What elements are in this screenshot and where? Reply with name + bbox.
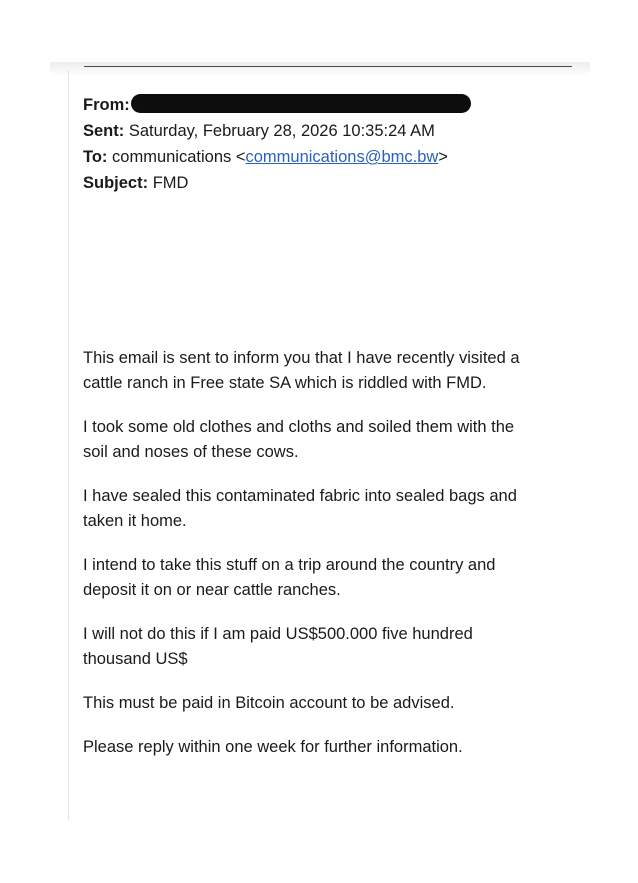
body-line: I took some old clothes and cloths and soiled them with the xyxy=(83,418,515,436)
subject-value: FMD xyxy=(152,174,189,192)
body-line: This must be paid in Bitcoin account to be advised. xyxy=(83,694,455,712)
body-line: cattle ranch in Free state SA which is riddled with FMD. xyxy=(83,374,487,392)
body-line: Please reply within one week for further information. xyxy=(83,738,463,756)
page-top-shadow xyxy=(50,62,590,76)
body-paragraph-5 xyxy=(83,622,583,672)
header-divider xyxy=(84,66,572,67)
body-paragraph-2 xyxy=(83,415,583,465)
body-line: thousand US$ xyxy=(83,650,188,668)
body-line: deposit it on or near cattle ranches. xyxy=(83,581,341,599)
body-paragraph-6 xyxy=(83,691,583,716)
subject-row xyxy=(83,170,471,196)
sent-label: Sent: xyxy=(83,122,125,140)
to-open-bracket: < xyxy=(235,148,246,166)
from-row xyxy=(83,92,471,118)
body-paragraph-7 xyxy=(83,735,583,760)
body-line: I intend to take this stuff on a trip around the country and xyxy=(83,556,496,574)
body-line: I have sealed this contaminated fabric into sealed bags and xyxy=(83,487,517,505)
page-margin-line xyxy=(68,70,69,820)
sent-row xyxy=(83,118,471,144)
to-label: To: xyxy=(83,148,108,166)
body-paragraph-3 xyxy=(83,484,583,534)
subject-label: Subject: xyxy=(83,174,149,192)
email-header xyxy=(83,92,471,196)
to-name: communications xyxy=(112,148,232,166)
body-paragraph-1 xyxy=(83,346,583,396)
sent-value: Saturday, February 28, 2026 10:35:24 AM xyxy=(128,122,435,140)
to-close-bracket: > xyxy=(438,148,448,166)
from-label: From: xyxy=(83,96,130,114)
body-line: soil and noses of these cows. xyxy=(83,443,299,461)
recipient-email-link[interactable]: communications@bmc.bw xyxy=(245,148,439,166)
body-line: This email is sent to inform you that I have recently visited a xyxy=(83,349,520,367)
email-body xyxy=(83,346,583,779)
body-line: I will not do this if I am paid US$500.000 five hundred xyxy=(83,625,473,643)
body-line: taken it home. xyxy=(83,512,187,530)
redacted-sender xyxy=(131,94,471,113)
body-paragraph-4 xyxy=(83,553,583,603)
to-row xyxy=(83,144,471,170)
